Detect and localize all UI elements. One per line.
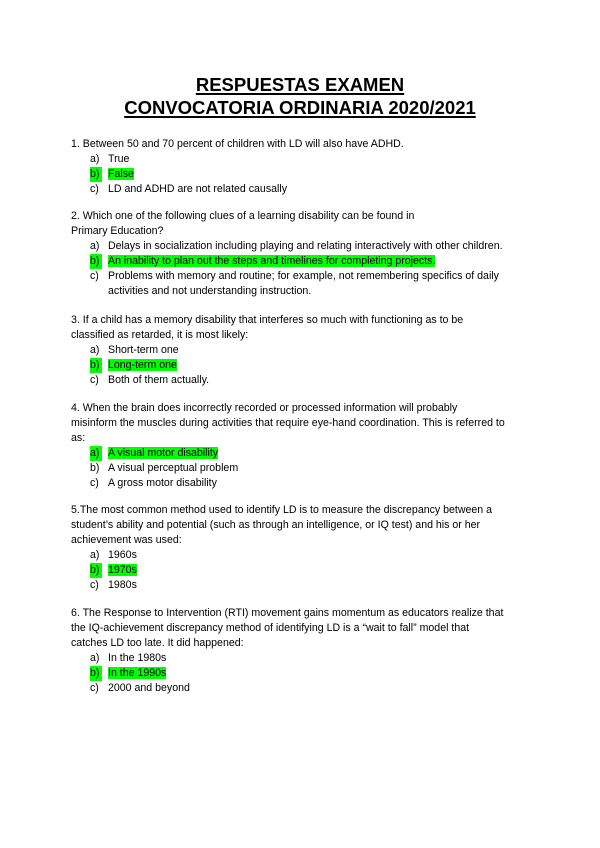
question-1	[71, 137, 531, 197]
options-list	[71, 548, 541, 593]
option-letter: c)	[90, 477, 99, 489]
option-text: 1980s	[108, 579, 137, 591]
options-list	[71, 651, 541, 696]
option-text: 1960s	[108, 549, 137, 561]
option-b-correct	[71, 563, 541, 578]
page-title: RESPUESTAS EXAMEN	[195, 74, 405, 95]
option-b-correct	[71, 666, 541, 681]
option-letter: a)	[90, 240, 100, 252]
options-list	[71, 446, 541, 491]
option-text: LD and ADHD are not related causally	[108, 183, 288, 195]
option-text: In the 1990s	[108, 667, 167, 679]
option-text: An inability to plan out the steps and timelines for completing projects.	[108, 255, 436, 267]
option-text: A gross motor disability	[108, 477, 217, 489]
option-c	[71, 476, 541, 491]
option-letter: b)	[90, 666, 102, 681]
option-letter: b)	[90, 462, 100, 474]
option-a	[71, 651, 541, 666]
question-text: 6. The Response to Intervention (RTI) movement gains momentum as educators realize that the IQ-achievement discrepancy method of identifying LD is a “wait to fall” model that catches LD too late. It did happened:	[71, 607, 504, 649]
option-text: A visual perceptual problem	[108, 462, 239, 474]
question-6	[71, 606, 541, 696]
question-text: 4. When the brain does incorrectly recorded or processed information will probably misinform the muscles during activities that require eye-hand coordination. This is referred to as:	[71, 402, 505, 444]
option-b-correct	[71, 358, 531, 373]
option-text: 1970s	[108, 564, 137, 576]
option-c	[71, 578, 541, 593]
option-letter: a)	[90, 549, 100, 561]
option-text: Short-term one	[108, 344, 179, 356]
option-b-correct	[71, 167, 531, 182]
option-c	[71, 182, 531, 197]
option-text: A visual motor disability	[108, 447, 219, 459]
option-letter: a)	[90, 446, 102, 461]
question-text: 3. If a child has a memory disability that interferes so much with functioning as to be classified as retarded, it is most likely:	[71, 314, 464, 341]
option-a	[71, 239, 541, 254]
option-letter: b)	[90, 563, 102, 578]
option-letter: c)	[90, 270, 99, 282]
option-text: Problems with memory and routine; for example, not remembering specifics of daily activities and not understanding instruction.	[108, 270, 499, 297]
option-letter: b)	[90, 254, 102, 269]
question-4	[71, 401, 541, 491]
option-text: Delays in socialization including playing and relating interactively with other children.	[108, 240, 503, 252]
options-list	[71, 239, 541, 299]
option-letter: b)	[90, 358, 102, 373]
option-c	[71, 269, 541, 299]
option-c	[71, 681, 541, 696]
option-text: Long-term one	[108, 359, 177, 371]
option-b-correct	[71, 254, 541, 269]
option-letter: a)	[90, 153, 100, 165]
option-letter: b)	[90, 167, 102, 182]
option-a-correct	[71, 446, 541, 461]
option-a	[71, 548, 541, 563]
options-list	[71, 152, 531, 197]
option-text: Both of them actually.	[108, 374, 210, 386]
option-text: In the 1980s	[108, 652, 167, 664]
option-b	[71, 461, 541, 476]
question-text: 5.The most common method used to identify LD is to measure the discrepancy between a student’s ability and potential (such as through an intelligence, or IQ test) and his or her achievement was used:	[71, 504, 493, 546]
option-a	[71, 152, 531, 167]
option-letter: c)	[90, 682, 99, 694]
option-letter: c)	[90, 374, 99, 386]
option-letter: a)	[90, 652, 100, 664]
page-subtitle: CONVOCATORIA ORDINARIA 2020/2021	[124, 97, 476, 118]
option-letter: c)	[90, 579, 99, 591]
option-c	[71, 373, 531, 388]
option-letter: c)	[90, 183, 99, 195]
option-text: False	[108, 168, 134, 180]
option-a	[71, 343, 531, 358]
option-text: 2000 and beyond	[108, 682, 190, 694]
question-2	[71, 209, 541, 299]
question-text: 2. Which one of the following clues of a learning disability can be found in Primary Education?	[71, 210, 415, 237]
options-list	[71, 343, 531, 388]
option-letter: a)	[90, 344, 100, 356]
option-text: True	[108, 153, 130, 165]
question-5	[71, 503, 541, 593]
question-3	[71, 313, 531, 388]
question-text: 1. Between 50 and 70 percent of children with LD will also have ADHD.	[71, 138, 404, 150]
